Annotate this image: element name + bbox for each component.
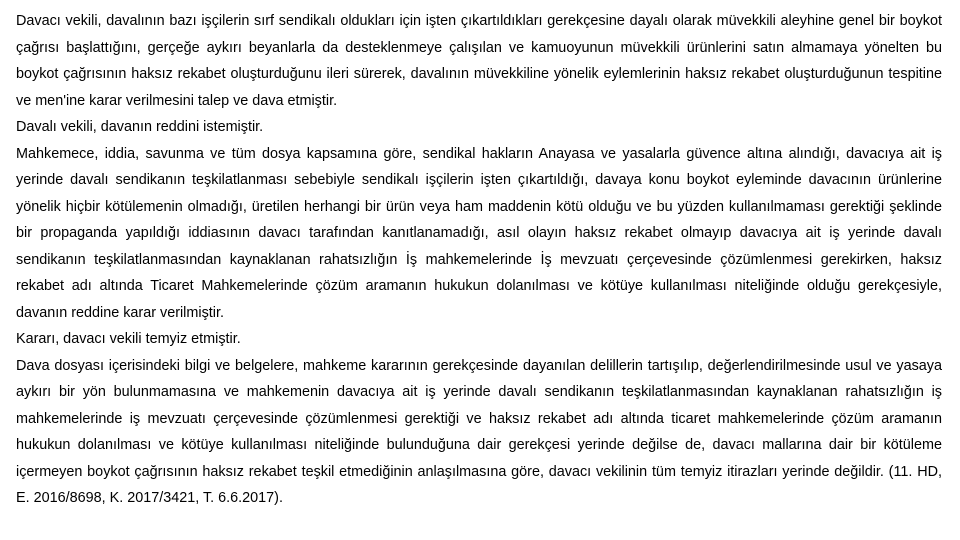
paragraph-plaintiff-claim: Davacı vekili, davalının bazı işçilerin sırf sendikalı oldukları için işten çıkartıldıkları gerekçesine dayalı olarak müvekkili aleyhine genel bir boykot çağrısı başlattığını, gerçeğe aykırı beyanlarla da desteklenmeye çalışılan ve kamuoyunun müvekkili ürünlerini satın almamaya yönelten bu boykot çağrısının haksız rekabet oluşturduğunu ileri sürerek, davalının müvekkiline yönelik eylemlerinin haksız rekabet oluşturduğunun tespitine ve men'ine karar verilmesini talep ve dava etmiştir. <box>16 13 942 109</box>
paragraph-appellate-ruling: Dava dosyası içerisindeki bilgi ve belgelere, mahkeme kararının gerekçesinde dayanılan delillerin tartışılıp, değerlendirilmesinde usul ve yasaya aykırı bir yön bulunmamasına ve mahkemenin davacıya ait iş yerinde davalı sendikanın teşkilatlanmasından kaynaklanan rahatsızlığın iş mahkemelerinde iş mevzuatı çerçevesinde çözümlenmesi gerektiği ve haksız rekabet adı altında ticaret mahkemelerinde çözüm aramanın hukukun dolanılması ve kötüye kullanılması niteliğinde bulunduğuna dair gerekçesi yerinde değilse de, davacı mallarına dair bir kötüleme içermeyen boykot çağrısının haksız rekabet teşkil etmediğinin anlaşılmasına göre, davacı vekilinin tüm temyiz itirazları yerinde değildir. (11. HD, E. 2016/8698, K. 2017/3421, T. 6.6.2017). <box>16 357 942 506</box>
document-body <box>16 8 942 512</box>
paragraph-appeal-note: Kararı, davacı vekili temyiz etmiştir. <box>16 331 241 347</box>
paragraph-court-decision: Mahkemece, iddia, savunma ve tüm dosya kapsamına göre, sendikal hakların Anayasa ve yasalarla güvence altına alındığı, davacıya ait iş yerinde davalı sendikanın teşkilatlanması sebebiyle sendikalı işçilerin işten çıkartıldığı, davaya konu boykot eyleminde davacının ürünlerine yönelik hiçbir kötülemenin olmadığı, üretilen herhangi bir ürün veya ham maddenin kötü olduğu ve bu yüzden kullanılmaması gerektiği şeklinde bir propaganda yapıldığı iddiasının davacı tarafından kanıtlanamadığı, asıl olayın haksız rekabet olmayıp davacıya ait iş yerinde davalı sendikanın teşkilatlanmasından kaynaklanan rahatsızlığın İş mahkemelerinde İş mevzuatı çerçevesinde çözümlenmesi gerekirken, haksız rekabet adı altında Ticaret Mahkemelerinde çözüm aramanın hukukun dolanılması ve kötüye kullanılması niteliğinde olduğu gerekçesiyle, davanın reddine karar verilmiştir. <box>16 145 942 321</box>
paragraph-defendant-response: Davalı vekili, davanın reddini istemiştir. <box>16 119 264 135</box>
